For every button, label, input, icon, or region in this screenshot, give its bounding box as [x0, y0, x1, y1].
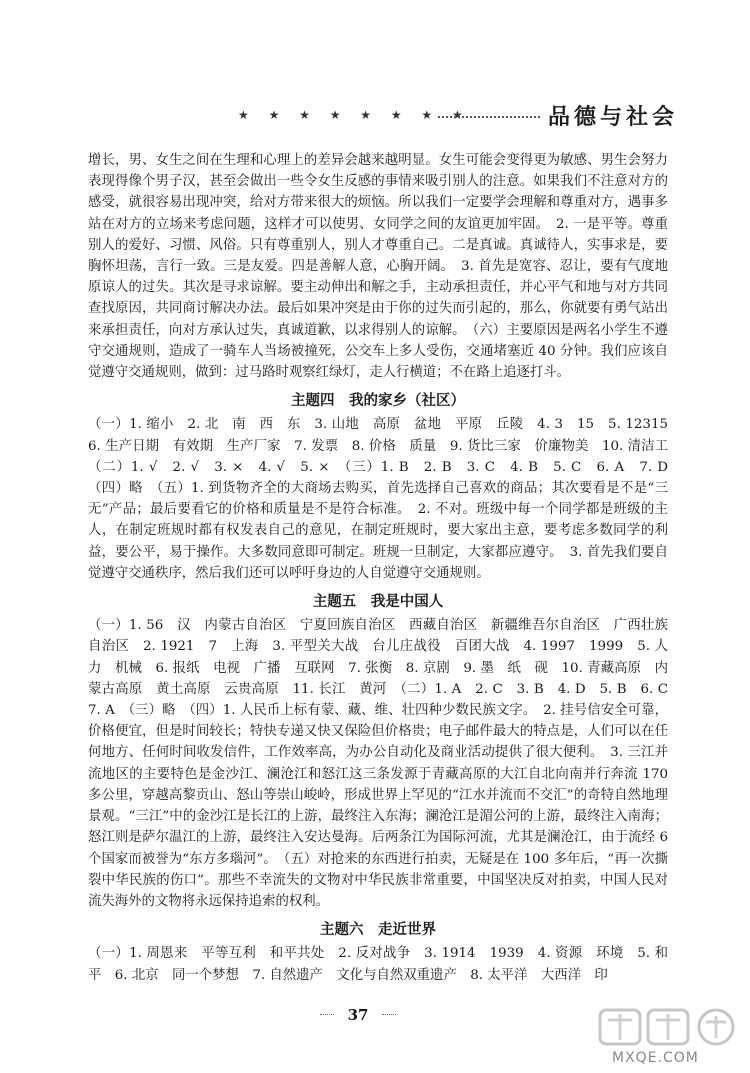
page-number-text: 37 [347, 1006, 369, 1024]
paragraph-continuation: 增长，男、女生之间在生理和心理上的差异会越来越明显。女生可能会变得更为敏感、男生会努力表现得像个男子汉，甚至会做出一些令女生反感的事情来吸引别人的注意。如果我们不注意对方的感受，就很容易出现冲突，给对方带来很大的烦恼。所以我们一定要学会理解和尊重对方，遇事多站在对方的立场来考虑问题，这样才可以使男、女同学之间的友谊更加牢固。 2. 一是平等。尊重别人的爱好、习惯、风俗。只有尊重别人，别人才尊重自己。二是真诚。真诚待人，实事求是，要胸怀坦荡，言行一致。三是友爱。四是善解人意，心胸开阔。 3. 首先是宽容、忍让，要有气度地原谅人的过失。其次是寻求谅解。要主动伸出和解之手，主动承担责任，并心平气和地与对方共同查找原因，共同商讨解决办法。最后如果冲突是由于你的过失而引起的，那么，你就要有勇气站出来承担责任，向对方承认过失，真诚道歉，以求得别人的谅解。 （六）主要原因是两名小学生不遵守交通规则，造成了一骑车人当场被撞死，公交车上多人受伤，交通堵塞近 40 分钟。我们应该自觉遵守交通规则，做到：过马路时观察红绿灯，走人行横道；不在路上追逐打斗。 [88, 153, 668, 381]
page-number-right-ornament [382, 1014, 396, 1015]
answer-content [88, 150, 682, 986]
star-decoration: ★ ★ ★ ★ ★ ★ ★ ★ [238, 108, 471, 122]
section-answers-5: （一）1. 56 汉 内蒙古自治区 宁夏回族自治区 西藏自治区 新疆维吾尔自治区 广西壮族自治区 2. 1921 7 上海 3. 平型关大战 台儿庄战役 百团大战 4. 1997 1999 5. 人力 机械 6. 报纸 电视 广播 互联网 7. 张衡 8. 京剧 9. 墨 纸 砚 10. 青藏高原 内蒙古高原 黄土高原 云贵高原 11. 长江 黄河 （二）1. A 2. C 3. B 4. D 5. B 6. C 7. A （三）略 （四）1. 人民币上标有蒙、藏、维、壮四种少数民族文字。 2. 挂号信安全可靠，价格便宜，但是时间较长；特快专递又快又保险但价格贵；电子邮件最大的特点是，人们可以在任何地方、任何时间收发信件，工作效率高，为办公自动化及商业活动提供了很大便利。 3. 三江并流地区的主要特色是金沙江、澜沧江和怒江这三条发源于青藏高原的大江自北向南并行奔流 170 多公里，穿越高黎贡山、怒山等崇山峻岭，形成世界上罕见的“江水并流而不交汇”的奇特自然地理景观。“三江”中的金沙江是长江的上游，最终注入东海；澜沧江是湄公河的上游，最终注入南海；怒江则是萨尔温江的上游，最终注入安达曼海。后两条江为国际河流，尤其是澜沧江，由于流经 6 个国家而被誉为“东方多瑙河”。 （五）对抢来的东西进行拍卖，无疑是在 100 多年后，“再一次撕裂中华民族的伤口”。那些不幸流失的文物对中华民族非常重要，中国坚决反对拍卖，中国人民对流失海外的文物将永远保持追索的权利。 [88, 618, 682, 909]
dotted-divider [438, 106, 540, 118]
page-header [0, 96, 750, 136]
page-number-left-ornament [320, 1014, 334, 1015]
section-heading-6: 主题六 走近世界 [320, 922, 436, 939]
section-heading-5: 主题五 我是中国人 [312, 594, 444, 611]
section-answers-6: （一）1. 周恩来 平等互利 和平共处 2. 反对战争 3. 1914 1939 4. 资源 环境 5. 和平 6. 北京 同一个梦想 7. 自然遗产 文化与自然双重遗产 8. 太平洋 大西洋 印 [88, 946, 668, 983]
section-heading-4: 主题四 我的家乡（社区） [291, 393, 465, 410]
watermark-text: MXQE.COM [612, 1050, 699, 1066]
page-number [330, 1001, 386, 1029]
subject-title: 品德与社会 [548, 105, 679, 130]
section-answers-4: （一）1. 缩小 2. 北 南 西 东 3. 山地 高原 盆地 平原 丘陵 4. 3 15 5. 12315 6. 生产日期 有效期 生产厂家 7. 发票 8. 价格 质量 9. 货比三家 价廉物美 10. 清洁工 （二）1. √ 2. √ 3. × 4. √ 5. × （三）1. B 2. B 3. C 4. B 5. C 6. A 7. D （四）略 （五）1. 到货物齐全的大商场去购买，首先选择自己喜欢的商品；其次要看是不是“三无”产品；最后要看它的价格和质量是不是符合标准。 2. 不对。班级中每一个同学都是班级的主人，在制定班规时都有权发表自己的意见，在制定班规时，要大家出主意，要考虑多数同学的利益，要公平，易于操作。大多数同意即可制定。班规一旦制定，大家都应遵守。 3. 首先我们要自觉遵守交通秩序，然后我们还可以呼吁身边的人自觉遵守交通规则。 [88, 417, 682, 581]
